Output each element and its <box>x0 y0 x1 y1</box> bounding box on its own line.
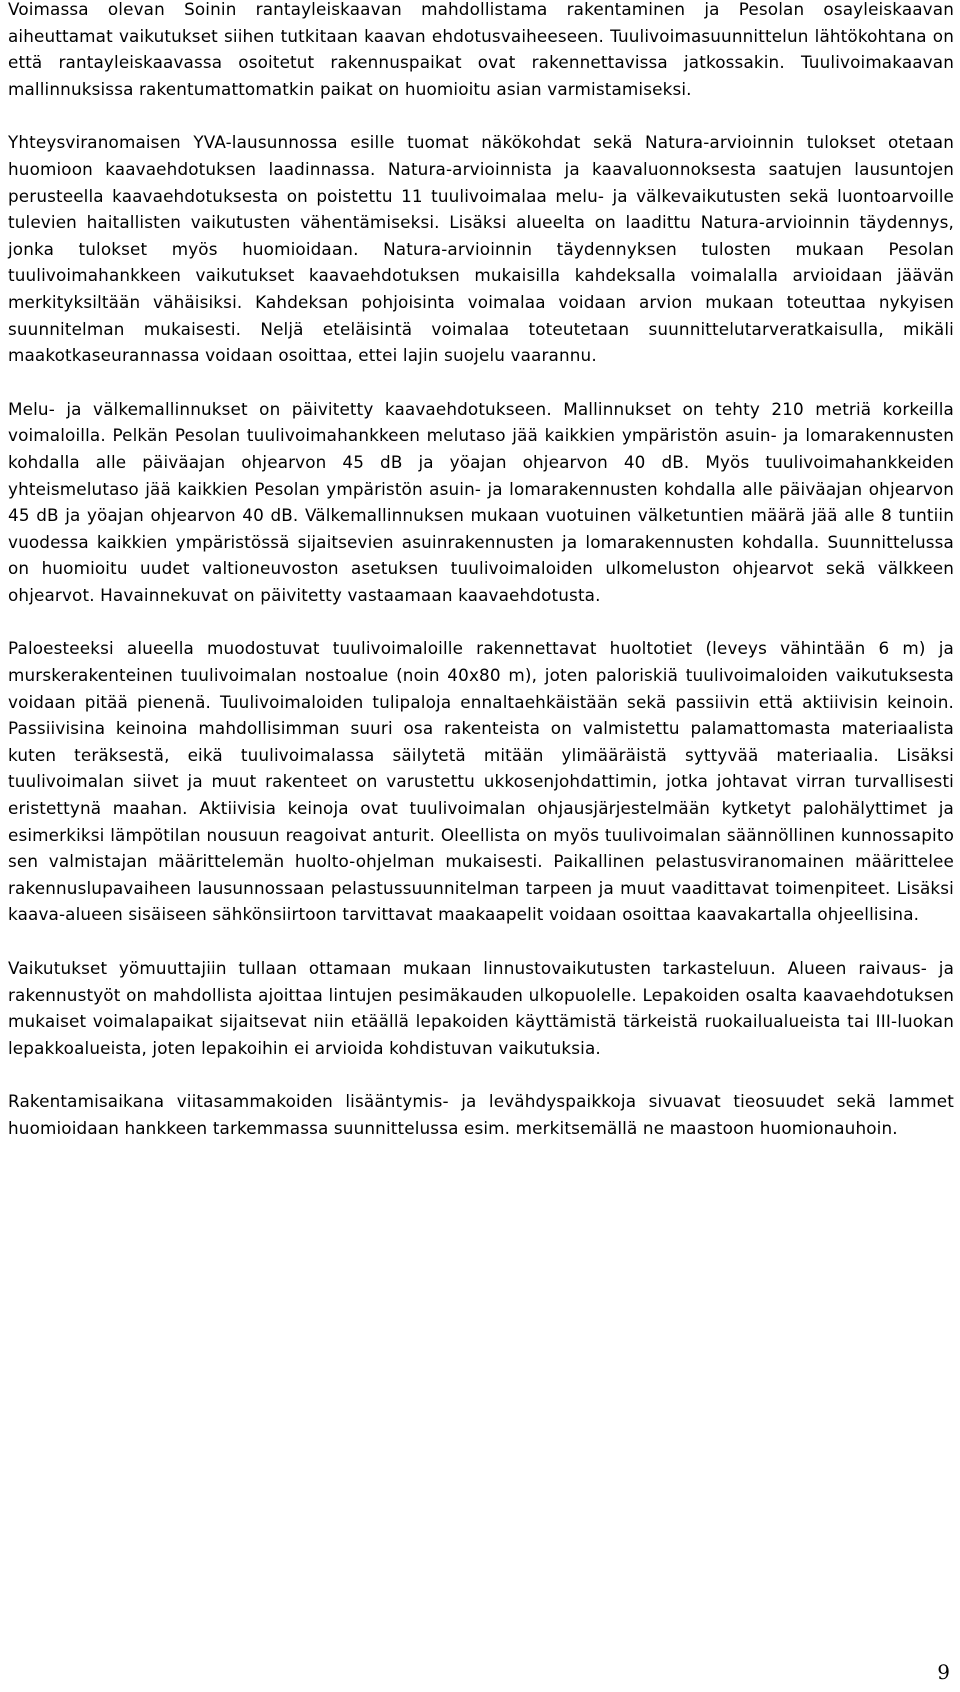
paragraph-rantayleiskaava: Voimassa olevan Soinin rantayleiskaavan mahdollistama rakentaminen ja Pesolan osayleiskaavan aiheuttamat vaikutukset siihen tutkitaan kaavan ehdotusvaiheeseen. Tuulivoimasuunnittelun lähtökohtana on että rantayleiskaavassa osoitetut rakennuspaikat ovat rakennettavissa jatkossakin. Tuulivoimakaavan mallinnuksissa rakentumattomatkin paikat on huomioitu asian varmistamiseksi. <box>8 0 954 99</box>
document-body <box>8 0 954 1142</box>
page-number: 9 <box>937 1660 950 1684</box>
paragraph-melu-valke: Melu- ja välkemallinnukset on päivitetty kaavaehdotukseen. Mallinnukset on tehty 210 metriä korkeilla voimaloilla. Pelkän Pesolan tuulivoimahankkeen melutaso jää kaikkien ympäristön asuin- ja lomarakennusten kohdalla alle päiväajan ohjearvon 45 dB ja yöajan ohjearvon 40 dB. Myös tuulivoimahankkeiden yhteismelutaso jää kaikkien Pesolan ympäristön asuin- ja lomarakennusten kohdalla alle päiväajan ohjearvon 45 dB ja yöajan ohjearvon 40 dB. Välkemallinnuksen mukaan vuotuinen välketuntien määrä jää alle 8 tuntiin vuodessa kaikkien ympäristössä sijaitsevien asuinrakennusten ja lomarakennusten kohdalla. Suunnittelussa on huomioitu uudet valtioneuvoston asetuksen tuulivoimaloiden ulkomeluston ohjearvot sekä välkkeen ohjearvot. Havainnekuvat on päivitetty vastaamaan kaavaehdotusta. <box>8 398 954 605</box>
paragraph-yva-natura: Yhteysviranomaisen YVA-lausunnossa esille tuomat näkökohdat sekä Natura-arvioinnin tulokset otetaan huomioon kaavaehdotuksen laadinnassa. Natura-arvioinnista ja kaavaluonnoksesta saatujen lausuntojen perusteella kaavaehdotuksesta on poistettu 11 tuulivoimalaa melu- ja välkevaikutusten sekä luontoarvoille tulevien haitallisten vaikutusten vähentämiseksi. Lisäksi alueelta on laadittu Natura-arvioinnin täydennys, jonka tulokset myös huomioidaan. Natura-arvioinnin täydennyksen tulosten mukaan Pesolan tuulivoimahankkeen vaikutukset kaavaehdotuksen mukaisilla kahdeksalla voimalalla arvioidaan jäävän merkityksiltään vähäisiksi. Kahdeksan pohjoisinta voimalaa voidaan arvion mukaan toteuttaa nykyisen suunnitelman mukaisesti. Neljä eteläisintä voimalaa toteutetaan suunnittelutarveratkaisulla, mikäli maakotkaseurannassa voidaan osoittaa, ettei lajin suojelu vaarannu. <box>8 132 954 366</box>
paragraph-linnut-lepakot: Vaikutukset yömuuttajiin tullaan ottamaan mukaan linnustovaikutusten tarkasteluun. Alueen raivaus- ja rakennustyöt on mahdollista ajoittaa lintujen pesimäkauden ulkopuolelle. Lepakoiden osalta kaavaehdotuksen mukaiset voimalapaikat sijaitsevat niin etäällä lepakoiden käyttämistä tärkeistä ruokailualueista tai III-luokan lepakkoalueista, joten lepakoihin ei arvioida kohdistuvan vaikutuksia. <box>8 958 954 1058</box>
paragraph-paloturvallisuus: Paloesteeksi alueella muodostuvat tuulivoimaloille rakennettavat huoltotiet (leveys vähintään 6 m) ja murskerakenteinen tuulivoimalan nostoalue (noin 40x80 m), joten paloriskiä tuulivoimaloiden vaikutuksesta voidaan pitää pienenä. Tuulivoimaloiden tulipaloja ennaltaehkäistään sekä passiivin että aktiivisin keinoin. Passiivisina keinoina mahdollisimman suuri osa rakenteista on valmistettu palamattomasta materiaalista kuten teräksestä, eikä tuulivoimalassa säilytetä mitään ylimääräistä syttyvää materiaalia. Lisäksi tuulivoimalan siivet ja muut rakenteet on varustettu ukkosenjohdattimin, jotka johtavat virran turvallisesti eristettynä maahan. Aktiivisia keinoja ovat tuulivoimalan ohjausjärjestelmään kytketyt palohälyttimet ja esimerkiksi lämpötilan nousuun reagoivat anturit. Oleellista on myös tuulivoimalan säännöllinen kunnossapito sen valmistajan määrittelemän huolto-ohjelman mukaisesti. Paikallinen pelastusviranomainen määrittelee rakennuslupavaiheen lausunnossaan pelastussuunnitelman tarpeen ja muut vaadittavat toimenpiteet. Lisäksi kaava-alueen sisäiseen sähkönsiirtoon tarvittavat maakaapelit voidaan osoittaa kaavakartalla ohjeellisina. <box>8 638 954 925</box>
paragraph-viitasammakot: Rakentamisaikana viitasammakoiden lisääntymis- ja levähdyspaikkoja sivuavat tieosuudet sekä lammet huomioidaan hankkeen tarkemmassa suunnittelussa esim. merkitsemällä ne maastoon huomionauhoin. <box>8 1091 954 1138</box>
